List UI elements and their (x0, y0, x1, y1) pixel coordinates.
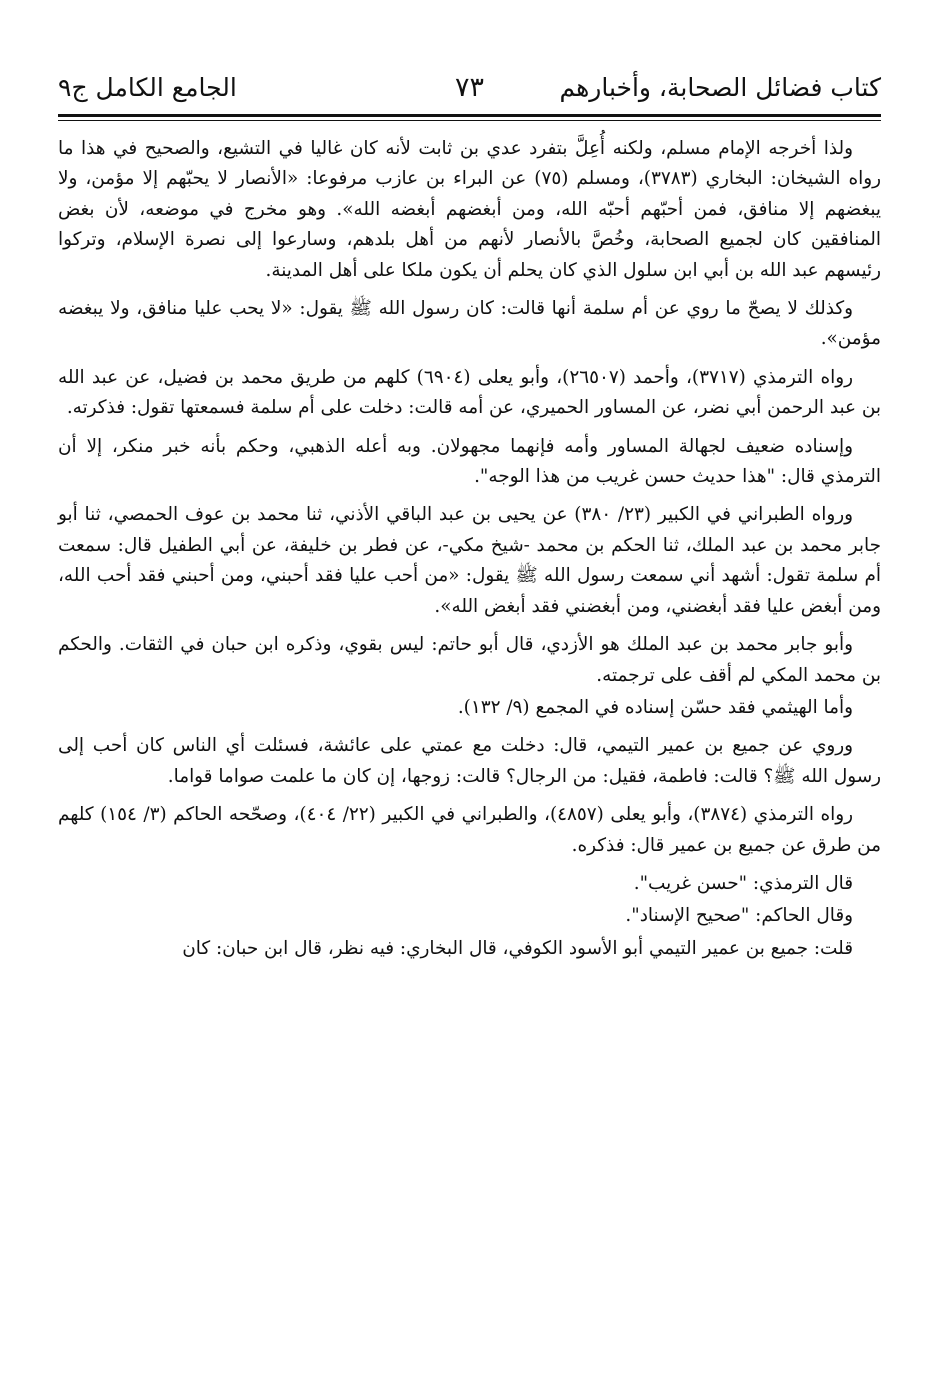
page-number: ٧٣ (454, 72, 485, 103)
paragraph: وإسناده ضعيف لجهالة المساور وأمه فإنهما مجهولان. وبه أعله الذهبي، وحكم بأنه خبر منكر، إلا أن الترمذي قال: "هذا حديث حسن غريب من هذا الوجه". (58, 435, 881, 488)
book-title: كتاب فضائل الصحابة، وأخبارهم (559, 73, 881, 102)
paragraph: ولذا أخرجه الإمام مسلم، ولكنه أُعِلَّ بتفرد عدي بن ثابت لأنه كان غاليا في التشيع، والصحيح في هذا ما رواه الشيخان: البخاري (٣٧٨٣)، ومسلم (٧٥) عن البراء بن عازب مرفوعا: «الأنصار لا يحبّهم إلا مؤمن، ولا يبغضهم إلا منافق، فمن أحبّهم أحبّه الله، ومن أبغضهم أبغضه الله». وهو مخرج في موضعه، لأن بغض المنافقين كان لجميع الصحابة، وخُصَّ بالأنصار لأنهم من أهل بلدهم، وسارعوا إلى نصرة الإسلام، وتركوا رئيسهم عبد الله بن أبي ابن سلول الذي كان يحلم أن يكون ملكا على أهل المدينة. (58, 138, 882, 281)
paragraph: وقال الحاكم: "صحيح الإسناد". (625, 905, 853, 927)
paragraph: قلت: جميع بن عمير التيمي أبو الأسود الكوفي، قال البخاري: فيه نظر، قال ابن حبان: كان (182, 937, 853, 959)
paragraph: وكذلك لا يصحّ ما روي عن أم سلمة أنها قالت: كان رسول الله ﷺ يقول: «لا يحب عليا منافق، ولا يبغضه مؤمن». (58, 298, 881, 350)
header-rule-thick (58, 114, 881, 117)
paragraph: وأما الهيثمي فقد حسّن إسناده في المجمع (٩/ ١٣٢). (457, 696, 853, 718)
paragraph: رواه الترمذي (٣٧١٧)، وأحمد (٢٦٥٠٧)، وأبو يعلى (٦٩٠٤) كلهم من طريق محمد بن فضيل، عن عبد الله بن عبد الرحمن أبي نضر، عن المساور الحميري، عن أمه قالت: دخلت على أم سلمة فسمعتها تقول: فذكرته. (58, 366, 881, 419)
paragraph: ورواه الطبراني في الكبير (٢٣/ ٣٨٠) عن يحيى بن عبد الباقي الأذني، ثنا محمد بن عوف الحمصي، ثنا أبو جابر محمد بن عبد الملك، ثنا الحكم بن محمد -شيخ مكي-، عن فطر بن خليفة، عن أبي الطفيل قال: سمعت أم سلمة تقول: أشهد أني سمعت رسول الله ﷺ يقول: «من أحب عليا فقد أحبني، ومن أحبني فقد أحب الله، ومن أبغض عليا فقد أبغضني، ومن أبغضني فقد أبغض الله». (58, 504, 881, 617)
paragraph: قال الترمذي: "حسن غريب". (633, 872, 853, 894)
paragraph: وأبو جابر محمد بن عبد الملك هو الأزدي، قال أبو حاتم: ليس بقوي، وذكره ابن حبان في الثقات. والحكم بن محمد المكي لم أقف على ترجمته. (58, 634, 881, 686)
volume-label: الجامع الكامل ج٩ (58, 73, 237, 102)
body-text (58, 134, 881, 972)
running-header (58, 72, 881, 112)
header-rule-thin (58, 120, 881, 121)
paragraph: رواه الترمذي (٣٨٧٤)، وأبو يعلى (٤٨٥٧)، والطبراني في الكبير (٢٢/ ٤٠٤)، وصحّحه الحاكم (٣/ ١٥٤) كلهم من طرق عن جميع بن عمير قال: فذكره. (58, 804, 881, 856)
paragraph: وروي عن جميع بن عمير التيمي، قال: دخلت مع عمتي على عائشة، فسئلت أي الناس كان أحب إلى رسول الله ﷺ؟ قالت: فاطمة، فقيل: من الرجال؟ قالت: زوجها، إن كان ما علمت صواما قواما. (58, 735, 881, 787)
